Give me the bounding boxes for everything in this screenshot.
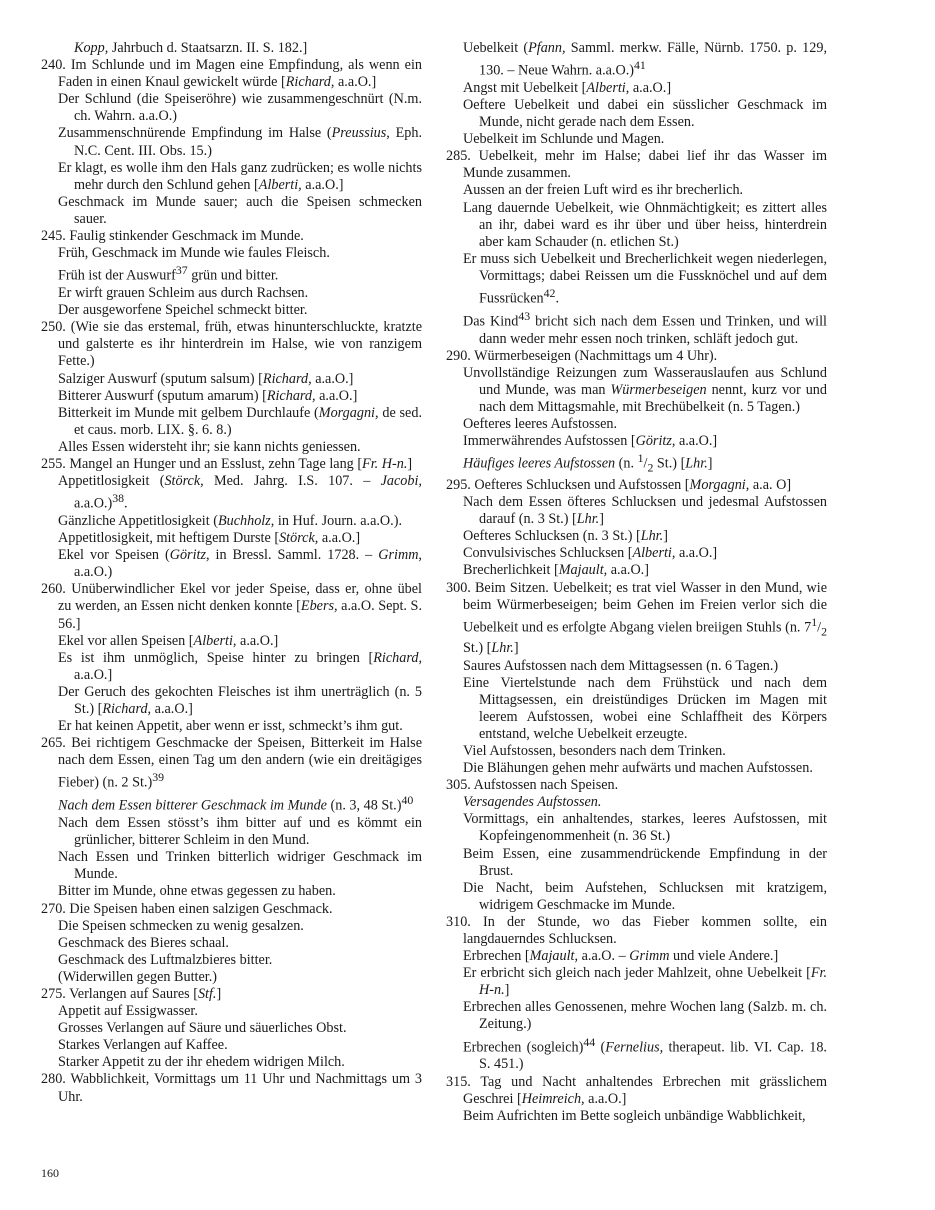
symptom-entry: Das Kind$^{43}$ bricht sich nach dem Essen und Trinken, und will dann weder mehr essen noch trinken, schläft jedoch gut. — [463, 308, 827, 347]
symptom-entry: Nach dem Essen bitterer Geschmack im Munde (n. 3, 48 St.)$^{40}$ — [58, 793, 414, 814]
symptom-entry: Früh, Geschmack im Munde wie faules Fleisch. — [58, 245, 330, 262]
numbered-entry: 265. Bei richtigem Geschmacke der Speisen, Bitterkeit im Halse nach dem Essen, einen Tag um den andern (wie ein dreitägiges Fieber) (n. 2 St.)$^{39}$ — [41, 735, 422, 792]
numbered-entry: 305. Aufstossen nach Speisen. — [446, 777, 619, 794]
symptom-entry: Geschmack des Luftmalzbieres bitter. — [58, 951, 273, 968]
symptom-entry: Ekel vor Speisen (Göritz, in Bressl. Samml. 1728. – Grimm, a.a.O.) — [58, 547, 422, 581]
symptom-entry: Saures Aufstossen nach dem Mittagsessen (n. 6 Tagen.) — [463, 657, 779, 674]
numbered-entry: 315. Tag und Nacht anhaltendes Erbrechen mit grässlichem Geschrei [Heimreich, a.a.O.] — [446, 1073, 827, 1107]
symptom-entry: Häufiges leeres Aufstossen (n. $^1/_2$ St.) [Lhr.] — [463, 451, 713, 475]
symptom-entry: Geschmack des Bieres schaal. — [58, 934, 229, 951]
numbered-entry: 295. Oefteres Schlucksen und Aufstossen [Morgagni, a.a. O] — [446, 477, 792, 494]
symptom-entry: Erbrechen (sogleich)$^{44}$ (Fernelius, therapeut. lib. VI. Cap. 18. S. 451.) — [463, 1034, 827, 1073]
symptom-entry: Immerwährendes Aufstossen [Göritz, a.a.O.] — [463, 433, 718, 450]
numbered-entry: 280. Wabblichkeit, Vormittags um 11 Uhr und Nachmittags um 3 Uhr. — [41, 1071, 422, 1105]
symptom-entry: Lang dauernde Uebelkeit, wie Ohnmächtigkeit; es zittert alles an ihr, dabei ward es ihr über und über heiss, hinterdrein aber kam Schauder (n. etlichen St.) — [463, 199, 827, 250]
symptom-entry: Bitter im Munde, ohne etwas gegessen zu haben. — [58, 883, 336, 900]
symptom-entry: Appetit auf Essigwasser. — [58, 1003, 198, 1020]
symptom-entry: Ekel vor allen Speisen [Alberti, a.a.O.] — [58, 632, 279, 649]
symptom-entry: Früh ist der Auswurf$^{37}$ grün und bitter. — [58, 263, 279, 284]
symptom-entry: Convulsivisches Schlucksen [Alberti, a.a.O.] — [463, 545, 718, 562]
symptom-entry: Vormittags, ein anhaltendes, starkes, leeres Aufstossen, mit Kopfeingenommenheit (n. 36 St.) — [463, 811, 827, 845]
symptom-entry: Unvollständige Reizungen zum Wasserauslaufen aus Schlund und Munde, was man Würmerbeseigen nennt, kurz vor und nach dem Mittagsmahle, mit Brechübelkeit (n. 5 Tagen.) — [463, 364, 827, 416]
symptom-entry: Erbrechen [Majault, a.a.O. – Grimm und viele Andere.] — [463, 948, 779, 965]
symptom-entry: Es ist ihm unmöglich, Speise hinter zu bringen [Richard, a.a.O.] — [58, 649, 422, 683]
symptom-entry: Viel Aufstossen, besonders nach dem Trinken. — [463, 742, 726, 759]
symptom-entry: Der ausgeworfene Speichel schmeckt bitter. — [58, 302, 308, 319]
symptom-entry: Uebelkeit im Schlunde und Magen. — [463, 131, 665, 148]
symptom-entry: Salziger Auswurf (sputum salsum) [Richard, a.a.O.] — [58, 370, 354, 387]
numbered-entry: 260. Unüberwindlicher Ekel vor jeder Speise, dass er, ohne übel zu werden, an Essen nicht denken konnte [Ebers, a.a.O. Sept. S. 56.] — [41, 581, 422, 632]
symptom-entry: Oeftere Uebelkeit und dabei ein süsslicher Geschmack im Munde, nicht gerade nach dem Essen. — [463, 97, 827, 131]
symptom-entry: Kopp, Jahrbuch d. Staatsarzn. II. S. 182.] — [74, 40, 308, 56]
numbered-entry: 240. Im Schlunde und im Magen eine Empfindung, als wenn ein Faden in einen Knaul gewickelt würde [Richard, a.a.O.] — [41, 57, 422, 91]
symptom-entry: (Widerwillen gegen Butter.) — [58, 968, 217, 985]
symptom-entry: Oefteres leeres Aufstossen. — [463, 416, 618, 433]
symptom-entry: Geschmack im Munde sauer; auch die Speisen schmecken sauer. — [58, 193, 422, 227]
symptom-entry: Die Speisen schmecken zu wenig gesalzen. — [58, 917, 304, 934]
page-number: 160 — [41, 1166, 59, 1180]
numbered-entry: 290. Würmerbeseigen (Nachmittags um 4 Uhr). — [446, 347, 718, 364]
symptom-entry: Nach dem Essen öfteres Schlucksen und jedesmal Aufstossen darauf (n. 3 St.) [Lhr.] — [463, 494, 827, 528]
symptom-entry: Zusammenschnürende Empfindung im Halse (Preussius, Eph. N.C. Cent. III. Obs. 15.) — [58, 125, 422, 159]
symptom-entry: Er wirft grauen Schleim aus durch Rachsen. — [58, 285, 309, 302]
symptom-entry: Brecherlichkeit [Majault, a.a.O.] — [463, 562, 649, 579]
symptom-entry: Oefteres Schlucksen (n. 3 St.) [Lhr.] — [463, 528, 668, 545]
symptom-entry: Starker Appetit zu der ihr ehedem widrigen Milch. — [58, 1054, 345, 1071]
right-column — [446, 40, 827, 1125]
symptom-entry: Versagendes Aufstossen. — [463, 794, 602, 811]
symptom-entry: Bitterkeit im Munde mit gelbem Durchlaufe (Morgagni, de sed. et caus. morb. LIX. §. 6. 8.) — [58, 404, 422, 438]
numbered-entry: 285. Uebelkeit, mehr im Halse; dabei lief ihr das Wasser im Munde zusammen. — [446, 148, 827, 182]
symptom-entry: Uebelkeit (Pfann, Samml. merkw. Fälle, Nürnb. 1750. p. 129, 130. – Neue Wahrn. a.a.O.)$^{41}$ — [463, 40, 828, 79]
symptom-entry: Die Nacht, beim Aufstehen, Schlucksen mit kratzigem, widrigem Geschmacke im Munde. — [463, 879, 827, 913]
symptom-entry: Erbrechen alles Genossenen, mehre Wochen lang (Salzb. m. ch. Zeitung.) — [463, 999, 827, 1033]
symptom-entry: Er klagt, es wolle ihm den Hals ganz zudrücken; es wolle nichts mehr durch den Schlund gehen [Alberti, a.a.O.] — [58, 159, 422, 193]
symptom-entry: Eine Viertelstunde nach dem Frühstück und nach dem Mittagsessen, ein dreistündiges Drücken im Magen mit leerem Aufstossen, wobei eine Schlaffheit des Körpers entstand, welche Uebelkeit erzeugte. — [463, 674, 827, 742]
numbered-entry: 255. Mangel an Hunger und an Esslust, zehn Tage lang [Fr. H-n.] — [41, 455, 413, 472]
symptom-entry: Beim Aufrichten im Bette sogleich unbändige Wabblichkeit, — [463, 1107, 806, 1124]
symptom-entry: Er hat keinen Appetit, aber wenn er isst, schmeckt’s ihm gut. — [58, 718, 403, 735]
symptom-entry: Er erbricht sich gleich nach jeder Mahlzeit, ohne Uebelkeit [Fr. H-n.] — [463, 965, 827, 999]
numbered-entry: 275. Verlangen auf Saures [Stf.] — [41, 986, 222, 1002]
symptom-entry: Grosses Verlangen auf Säure und säuerliches Obst. — [58, 1020, 347, 1037]
symptom-entry: Alles Essen widersteht ihr; sie kann nichts geniessen. — [58, 438, 361, 455]
symptom-entry: Nach dem Essen stösst’s ihm bitter auf und es kömmt ein grünlicher, bitterer Schleim in den Mund. — [58, 815, 422, 849]
numbered-entry: 250. (Wie sie das erstemal, früh, etwas hinunterschluckte, kratzte und galsterte es ihr hinterdrein im Halse, wie von ranzigem Fette.) — [41, 319, 422, 370]
numbered-entry: 245. Faulig stinkender Geschmack im Munde. — [41, 228, 304, 245]
symptom-entry: Appetitlosigkeit (Störck, Med. Jahrg. I.S. 107. – Jacobi, a.a.O.)$^{38}$. — [58, 473, 422, 512]
symptom-entry: Beim Essen, eine zusammendrückende Empfindung in der Brust. — [463, 845, 827, 879]
symptom-entry: Aussen an der freien Luft wird es ihr brecherlich. — [463, 182, 744, 199]
symptom-entry: Angst mit Uebelkeit [Alberti, a.a.O.] — [463, 79, 672, 96]
symptom-entry: Nach Essen und Trinken bitterlich widriger Geschmack im Munde. — [58, 849, 422, 883]
symptom-entry: Der Schlund (die Speiseröhre) wie zusammengeschnürt (N.m. ch. Wahrn. a.a.O.) — [58, 91, 422, 125]
numbered-entry: 310. In der Stunde, wo das Fieber kommen sollte, ein langdauerndes Schlucksen. — [446, 913, 827, 948]
numbered-entry: 300. Beim Sitzen. Uebelkeit; es trat viel Wasser in den Mund, wie beim Würmerbeseigen; beim Gehen im Freien verlor sich die Uebelkeit und es erfolgte Abgang vielen breiigen Stuhls (n. $7^1/_2$ St.) [Lhr.] — [446, 579, 827, 657]
left-column — [41, 40, 422, 1106]
symptom-entry: Die Blähungen gehen mehr aufwärts und machen Aufstossen. — [463, 760, 813, 777]
numbered-entry: 270. Die Speisen haben einen salzigen Geschmack. — [41, 900, 333, 917]
symptom-entry: Gänzliche Appetitlosigkeit (Buchholz, in Huf. Journ. a.a.O.). — [58, 513, 402, 529]
symptom-entry: Der Geruch des gekochten Fleisches ist ihm unerträglich (n. 5 St.) [Richard, a.a.O.] — [58, 683, 422, 718]
symptom-entry: Er muss sich Uebelkeit und Brecherlichkeit wegen niederlegen, Vormittags; dabei Reissen um die Fussknöchel und auf dem Fussrücken$^{42}$. — [463, 250, 827, 307]
symptom-entry: Starkes Verlangen auf Kaffee. — [58, 1037, 228, 1054]
symptom-entry: Appetitlosigkeit, mit heftigem Durste [Störck, a.a.O.] — [58, 530, 361, 547]
symptom-entry: Bitterer Auswurf (sputum amarum) [Richard, a.a.O.] — [58, 387, 358, 404]
